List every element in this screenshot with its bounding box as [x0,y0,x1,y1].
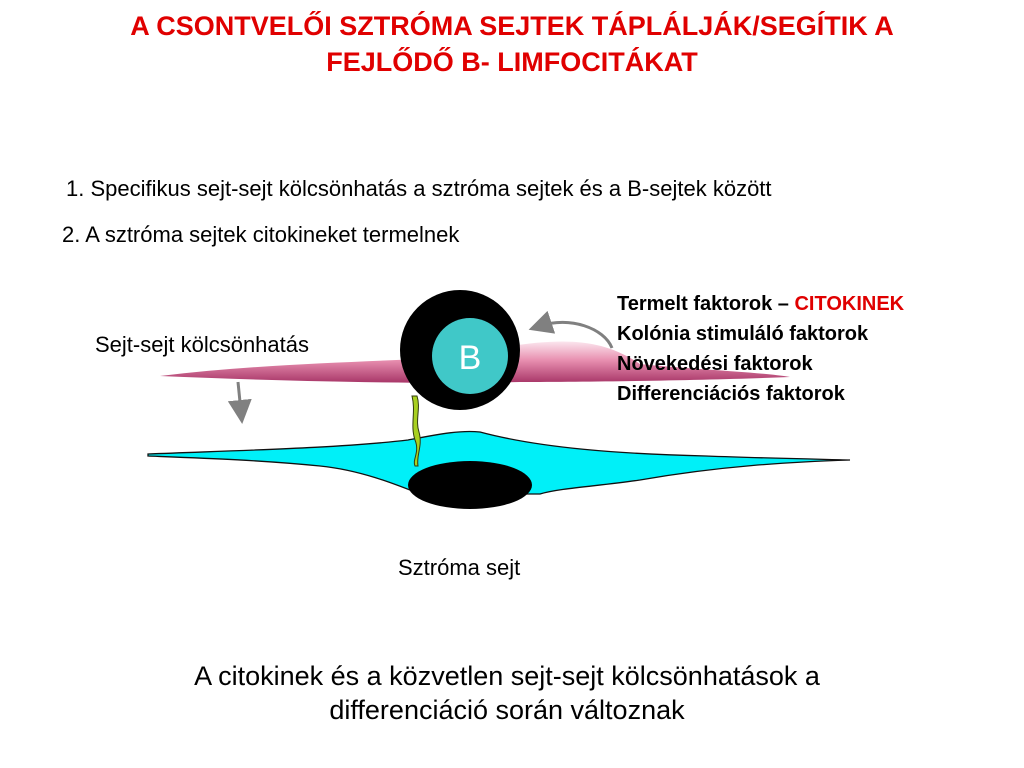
factors-heading-prefix: Termelt faktorok – [617,293,795,315]
factor-item: Differenciációs faktorok [617,383,845,405]
title-line-1: A CSONTVELŐI SZTRÓMA SEJTEK TÁPLÁLJÁK/SEGÍTIK A [130,11,894,41]
factors-heading-accent: CITOKINEK [794,293,905,315]
title-line-2: FEJLŐDŐ B- LIMFOCITÁKAT [326,47,698,77]
conclusion-line-2: differenciáció során változnak [329,695,685,725]
factors-heading [617,289,904,319]
cytokine-factors-list [617,289,904,409]
factor-item: Növekedési faktorok [617,353,813,375]
point-2: 2. A sztróma sejtek citokineket termelnek [62,222,460,247]
conclusion [0,659,1014,727]
interaction-label: Sejt-sejt kölcsönhatás [95,332,309,357]
point-1: 1. Specifikus sejt-sejt kölcsönhatás a sztróma sejtek és a B-sejtek között [66,176,772,201]
interaction-arrow [238,382,241,412]
conclusion-line-1: A citokinek és a közvetlen sejt-sejt kölcsönhatások a [194,661,820,691]
b-cell-label: B [458,339,482,377]
stroma-nucleus [408,461,532,509]
stroma-cell-label: Sztróma sejt [398,555,521,580]
factor-item: Kolónia stimuláló faktorok [617,323,869,345]
